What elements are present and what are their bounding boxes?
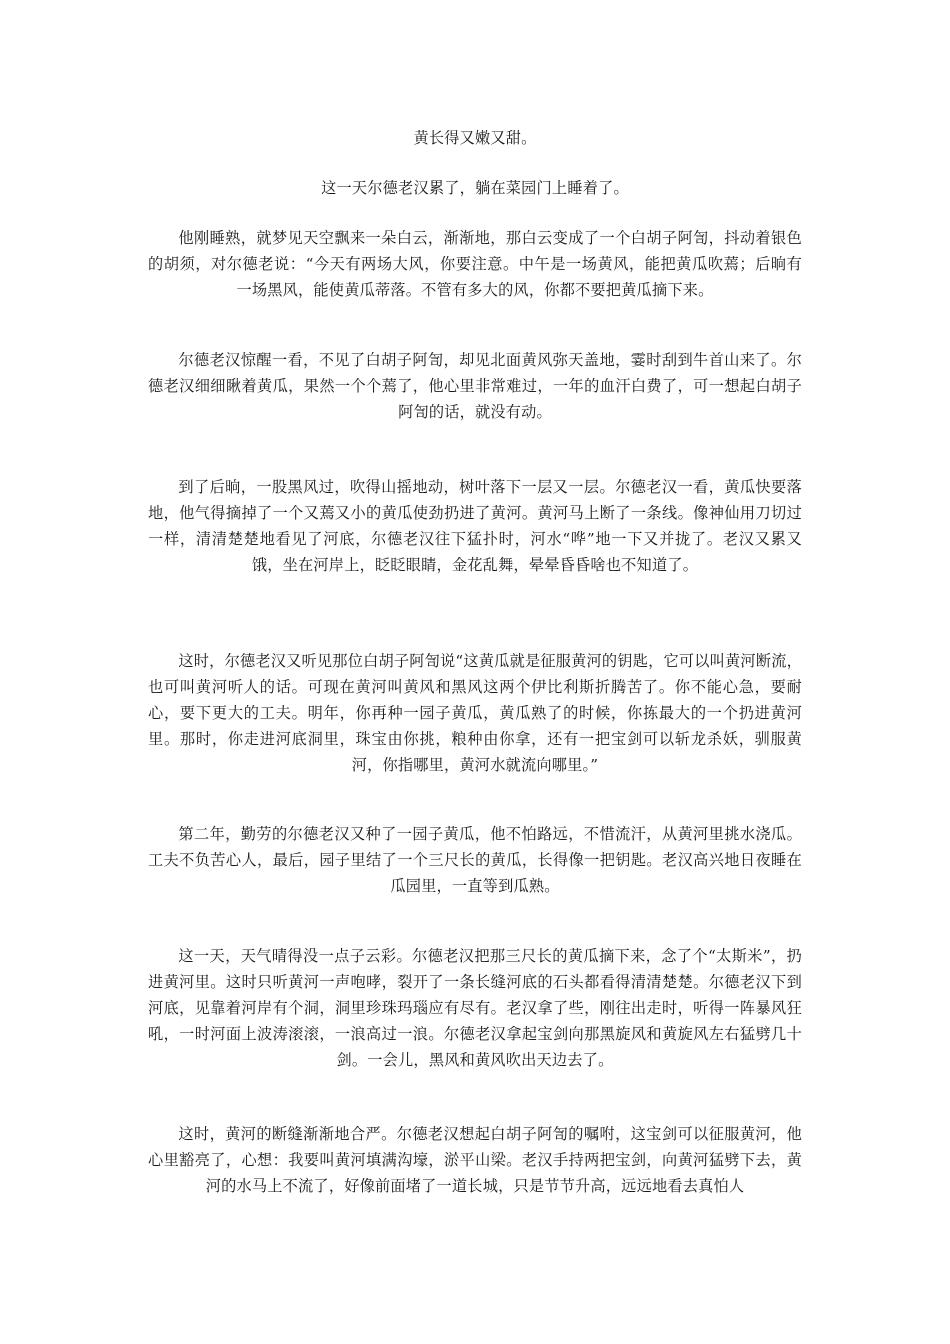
paragraph-9: 这时，黄河的断缝渐渐地合严。尔德老汉想起白胡子阿訇的嘱咐，这宝剑可以征服黄河，他心里豁亮了，心想：我要叫黄河填满沟壕，淤平山梁。老汉手持两把宝剑，向黄河猛劈下去，黄河的水马上不流了，好像前面堵了一道长城，只是节节升高，远远地看去真怕人: [148, 1125, 802, 1195]
paragraph-6: 这时，尔德老汉又听见那位白胡子阿訇说“这黄瓜就是征服黄河的钥匙，它可以叫黄河断流，也可叫黄河听人的话。可现在黄河叫黄风和黑风这两个伊比利斯折腾苦了。你不能心急，要耐心，要下更大的工夫。明年，你再种一园子黄瓜，黄瓜熟了的时候，你拣最大的一个扔进黄河里。那时，你走进河底洞里，珠宝由你挑，粮种由你拿，还有一把宝剑可以斩龙杀妖，驯服黄河，你指哪里，黄河水就流向哪里。”: [148, 652, 802, 774]
paragraph-4: 尔德老汉惊醒一看，不见了白胡子阿訇，却见北面黄风弥天盖地，霎时刮到牛首山来了。尔德老汉细细瞅着黄瓜，果然一个个蔫了，他心里非常难过，一年的血汗白费了，可一想起白胡子阿訇的话，就没有动。: [148, 351, 802, 421]
paragraph-2: 这一天尔德老汉累了，躺在菜园门上睡着了。: [321, 179, 629, 197]
paragraph-3: 他刚睡熟，就梦见天空飘来一朵白云，渐渐地，那白云变成了一个白胡子阿訇，抖动着银色的胡须，对尔德老说：“今天有两场大风，你要注意。中午是一场黄风，能把黄瓜吹蔫；后晌有一场黑风，能使黄瓜蒂落。不管有多大的风，你都不要把黄瓜摘下来。: [148, 229, 802, 299]
paragraph-1: 黄长得又嫩又甜。: [413, 129, 537, 147]
paragraph-7: 第二年，勤劳的尔德老汉又种了一园子黄瓜，他不怕路远，不惜流汗，从黄河里挑水浇瓜。工夫不负苦心人，最后，园子里结了一个三尺长的黄瓜，长得像一把钥匙。老汉高兴地日夜睡在瓜园里，一直等到瓜熟。: [148, 825, 802, 895]
paragraph-8: 这一天，天气晴得没一点子云彩。尔德老汉把那三尺长的黄瓜摘下来，念了个“太斯米”，扔进黄河里。这时只听黄河一声咆哮，裂开了一条长缝河底的石头都看得清清楚楚。尔德老汉下到河底，见靠着河岸有个洞，洞里珍珠玛瑙应有尽有。老汉拿了些，刚往出走时，听得一阵暴风狂吼，一时河面上波涛滚滚，一浪高过一浪。尔德老汉拿起宝剑向那黑旋风和黄旋风左右猛劈几十剑。一会儿，黑风和黄风吹出天边去了。: [148, 947, 802, 1069]
paragraph-5: 到了后晌，一股黑风过，吹得山摇地动，树叶落下一层又一层。尔德老汉一看，黄瓜快要落地，他气得摘掉了一个又蔫又小的黄瓜使劲扔进了黄河。黄河马上断了一条线。像神仙用刀切过一样，清清楚楚地看见了河底，尔德老汉往下猛扑时，河水“哗”地一下又并拢了。老汉又累又饿，坐在河岸上，眨眨眼睛，金花乱舞，晕晕昏昏啥也不知道了。: [148, 478, 802, 574]
